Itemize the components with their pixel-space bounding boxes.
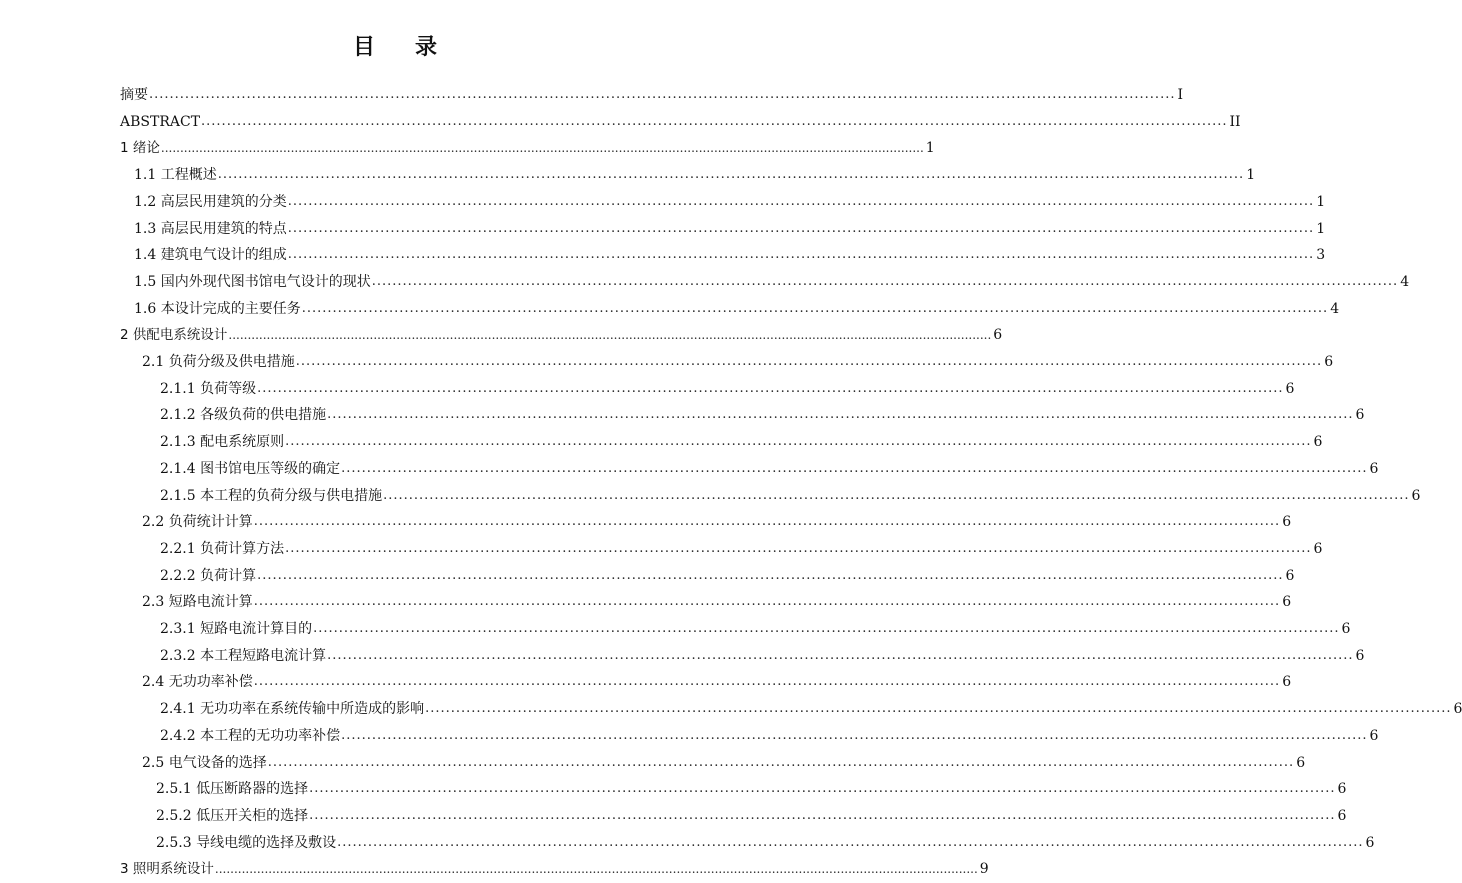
toc-entry[interactable] (120, 318, 1003, 344)
toc-entry[interactable] (160, 559, 1295, 585)
toc-entry-page: 6 (1285, 567, 1295, 584)
toc-dot-leader: ........................................................................................................................................................................................................ (253, 674, 1281, 690)
toc-entry-label: 2.3.1 短路电流计算目的 (160, 621, 313, 637)
toc-entry-page: 6 (1337, 807, 1347, 824)
toc-dot-leader: ........................................................................................................................................................................................................ (228, 328, 992, 343)
toc-entry[interactable] (120, 78, 1183, 104)
toc-entry-label: 1.2 高层民用建筑的分类 (134, 193, 287, 210)
toc-dot-leader: ........................................................................................................................................................................................................ (309, 807, 1336, 823)
toc-entry[interactable] (156, 826, 1375, 852)
toc-dot-leader: ........................................................................................................................................................................................................ (285, 540, 1312, 556)
toc-dot-leader: ........................................................................................................................................................................................................ (309, 781, 1336, 797)
toc-entry-label: 1.1 工程概述 (134, 167, 217, 184)
toc-entry[interactable] (142, 505, 1292, 531)
toc-entry-label: 2.5.1 低压断路器的选择 (156, 781, 309, 798)
toc-entry[interactable] (134, 292, 1340, 318)
toc-entry-page: 6 (1282, 514, 1292, 531)
toc-entry[interactable] (142, 345, 1334, 371)
page-title-part2: 录 (415, 35, 440, 60)
toc-entry-label: 2.3 短路电流计算 (142, 594, 253, 611)
toc-entry-label: 2.5.3 导线电缆的选择及敷设 (156, 834, 337, 851)
toc-entry-label: 2.1 负荷分级及供电措施 (142, 354, 295, 370)
toc-entry-label: 2.1.1 负荷等级 (160, 380, 257, 397)
toc-entry-label: 1.3 高层民用建筑的特点 (134, 220, 287, 237)
toc-dot-leader: ........................................................................................................................................................................................................ (253, 594, 1281, 610)
toc-entry-page: 1 (1246, 167, 1256, 184)
toc-dot-leader: ........................................................................................................................................................................................................ (341, 460, 1368, 476)
toc-entry-label: 2 供配电系统设计 (120, 327, 228, 344)
toc-entry[interactable] (120, 105, 1241, 131)
toc-dot-leader: ........................................................................................................................................................................................................ (267, 754, 1295, 770)
toc-entry[interactable] (142, 665, 1292, 691)
toc-entry-page: 6 (1369, 727, 1379, 744)
toc-dot-leader: ........................................................................................................................................................................................................ (301, 300, 1329, 316)
toc-entry-page: I (1177, 87, 1183, 103)
toc-entry[interactable] (134, 238, 1326, 264)
toc-entry[interactable] (134, 212, 1326, 238)
toc-entry[interactable] (160, 612, 1351, 638)
toc-entry-label: 2.2.1 负荷计算方法 (160, 540, 285, 557)
toc-entry-page: 6 (1296, 754, 1306, 771)
toc-dot-leader: ........................................................................................................................................................................................................ (287, 247, 1315, 263)
toc-entry[interactable] (120, 852, 989, 878)
toc-entry-page: 6 (1285, 380, 1295, 397)
toc-dot-leader: ........................................................................................................................................................................................................ (253, 514, 1281, 530)
toc-entry-label: 1.6 本设计完成的主要任务 (134, 300, 301, 317)
toc-entry[interactable] (160, 692, 1462, 718)
toc-dot-leader: ........................................................................................................................................................................................................ (295, 354, 1323, 369)
toc-entry-page: 6 (1453, 701, 1462, 718)
toc-entry-page: 6 (1337, 781, 1347, 798)
toc-entry-label: 2.2.2 负荷计算 (160, 567, 257, 584)
toc-dot-leader: ........................................................................................................................................................................................................ (341, 727, 1368, 743)
toc-entry-label: 1 绪论 (120, 140, 160, 157)
toc-dot-leader: ........................................................................................................................................................................................................ (327, 407, 1354, 423)
toc-dot-leader: ........................................................................................................................................................................................................ (149, 87, 1176, 102)
toc-entry[interactable] (120, 131, 935, 157)
toc-entry-page: 3 (1316, 247, 1326, 264)
toc-entry[interactable] (160, 719, 1379, 745)
toc-entry[interactable] (160, 372, 1295, 398)
toc-entry-page: 4 (1330, 300, 1340, 317)
toc-dot-leader: ........................................................................................................................................................................................................ (337, 834, 1364, 850)
toc-entry[interactable] (160, 425, 1323, 451)
toc-entry-label: 2.1.3 配电系统原则 (160, 434, 285, 451)
toc-dot-leader: ........................................................................................................................................................................................................ (257, 567, 1284, 583)
toc-dot-leader: ........................................................................................................................................................................................................ (313, 621, 1340, 636)
toc-entry-page: 6 (993, 327, 1003, 344)
toc-entry-page: 1 (1316, 193, 1326, 210)
toc-entry-page: 6 (1313, 434, 1323, 451)
toc-dot-leader: ........................................................................................................................................................................................................ (285, 434, 1312, 450)
toc-entry-label: 2.2 负荷统计计算 (142, 514, 253, 531)
toc-entry-label: 2.4.2 本工程的无功功率补偿 (160, 727, 341, 744)
toc-entry[interactable] (142, 585, 1292, 611)
toc-entry-page: 6 (1282, 594, 1292, 611)
toc-entry[interactable] (160, 639, 1365, 665)
toc-entry[interactable] (160, 479, 1421, 505)
page-title (0, 30, 792, 61)
toc-entry[interactable] (156, 799, 1347, 825)
toc-dot-leader: ........................................................................................................................................................................................................ (425, 701, 1452, 717)
toc-entry-page: 1 (925, 140, 935, 157)
toc-entry-page: 4 (1400, 273, 1410, 290)
toc-entry-page: 6 (1369, 460, 1379, 477)
toc-dot-leader: ........................................................................................................................................................................................................ (287, 193, 1315, 209)
toc-entry-page: 6 (1355, 407, 1365, 424)
toc-dot-leader: ........................................................................................................................................................................................................ (214, 862, 978, 877)
toc-entry-page: 1 (1316, 220, 1326, 237)
toc-entry-label: 2.5.2 低压开关柜的选择 (156, 807, 309, 824)
toc-entry-page: 6 (1365, 834, 1375, 851)
toc-entry-label: 2.1.2 各级负荷的供电措施 (160, 407, 327, 424)
toc-entry-page: 6 (1411, 487, 1421, 504)
toc-entry-page: 6 (1324, 354, 1334, 370)
toc-entry-page: 9 (979, 861, 989, 878)
toc-entry-page: II (1229, 113, 1241, 130)
toc-entry-page: 6 (1282, 674, 1292, 691)
toc-entry-label: 1.4 建筑电气设计的组成 (134, 247, 287, 264)
toc-entry-label: 2.4 无功功率补偿 (142, 674, 253, 691)
toc-entry[interactable] (134, 265, 1410, 291)
toc-entry[interactable] (160, 452, 1379, 478)
toc-entry-label: 2.1.4 图书馆电压等级的确定 (160, 460, 341, 477)
toc-dot-leader: ........................................................................................................................................................................................................ (257, 380, 1284, 396)
toc-entry-page: 6 (1355, 647, 1365, 664)
toc-entry-label: 2.1.5 本工程的负荷分级与供电措施 (160, 487, 383, 504)
toc-entry[interactable] (142, 746, 1306, 772)
toc-entry[interactable] (160, 532, 1323, 558)
toc-entry[interactable] (156, 772, 1347, 798)
toc-entry-label: 3 照明系统设计 (120, 861, 214, 878)
toc-entry-page: 6 (1313, 540, 1323, 557)
toc-entry[interactable] (160, 398, 1365, 424)
toc-dot-leader: ........................................................................................................................................................................................................ (327, 647, 1354, 663)
toc-entry[interactable] (134, 158, 1256, 184)
toc-entry-label: 1.5 国内外现代图书馆电气设计的现状 (134, 273, 371, 290)
toc-entry-label: 2.5 电气设备的选择 (142, 754, 267, 771)
toc-dot-leader: ........................................................................................................................................................................................................ (287, 220, 1315, 236)
toc-entry-page: 6 (1341, 621, 1351, 637)
toc-dot-leader: ........................................................................................................................................................................................................ (160, 141, 924, 156)
toc-entry-label: 2.3.2 本工程短路电流计算 (160, 647, 327, 664)
toc-dot-leader: ........................................................................................................................................................................................................ (371, 273, 1399, 289)
toc-dot-leader: ........................................................................................................................................................................................................ (217, 167, 1245, 183)
page-title-part1: 目 (352, 35, 377, 60)
toc-dot-leader: ........................................................................................................................................................................................................ (383, 487, 1410, 503)
toc-entry[interactable] (134, 185, 1326, 211)
toc-entry-label: 摘要 (120, 87, 148, 103)
toc-entry-label: ABSTRACT (120, 113, 201, 130)
toc-dot-leader: ........................................................................................................................................................................................................ (201, 113, 1228, 129)
toc-entry-label: 2.4.1 无功功率在系统传输中所造成的影响 (160, 701, 425, 718)
